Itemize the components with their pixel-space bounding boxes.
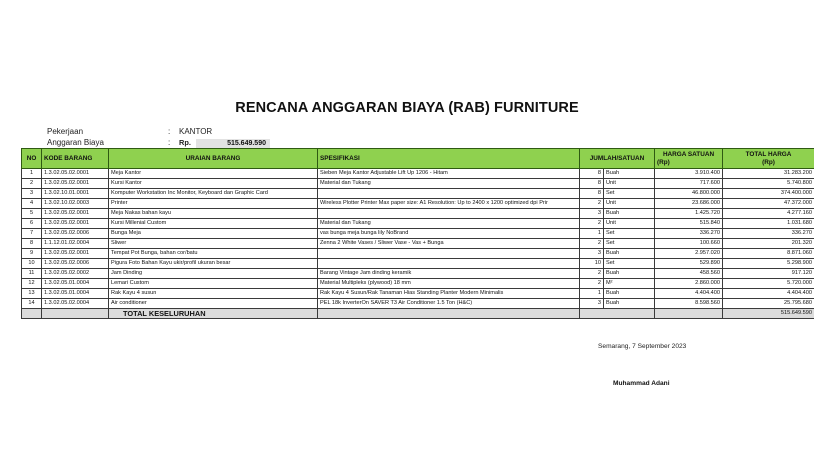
cell-uraian-barang: Meja Kantor	[109, 169, 318, 179]
cell-kode-barang: 1.3.02.05.02.0001	[42, 209, 109, 219]
cell-spesifikasi: Material Multipleks (plywood) 18 mm	[318, 279, 580, 289]
table-row	[22, 239, 814, 249]
header-uraian-barang: URAIAN BARANG	[109, 149, 318, 169]
cell-uraian-barang: Lemari Custom	[109, 279, 318, 289]
total-empty-jumlah	[580, 309, 655, 319]
city-date: Semarang, 7 September 2023	[598, 343, 687, 350]
cell-kode-barang: 1.3.02.05.02.0006	[42, 229, 109, 239]
cell-kode-barang: 1.3.02.05.02.0004	[42, 299, 109, 309]
cell-row-number: 6	[22, 219, 42, 229]
anggaran-value: 515.649.590	[196, 139, 270, 148]
table-body	[22, 169, 814, 319]
cell-jumlah: 2	[580, 199, 604, 209]
project-info	[0, 0, 814, 150]
cell-kode-barang: 1.3.02.05.02.0001	[42, 219, 109, 229]
header-kode-barang: KODE BARANG	[42, 149, 109, 169]
cell-kode-barang: 1.3.02.05.02.0001	[42, 169, 109, 179]
cell-satuan: Unit	[604, 199, 655, 209]
total-label: TOTAL KESELURUHAN	[109, 309, 318, 319]
anggaran-currency: Rp.	[179, 138, 191, 147]
cell-jumlah: 3	[580, 209, 604, 219]
cell-uraian-barang: Kursi Millenial Custom	[109, 219, 318, 229]
cell-satuan: M²	[604, 279, 655, 289]
cell-row-number: 8	[22, 239, 42, 249]
cell-spesifikasi	[318, 259, 580, 269]
total-value: 515.649.590	[723, 309, 814, 319]
cell-total-harga: 5.740.800	[723, 179, 814, 189]
cell-total-harga: 917.120	[723, 269, 814, 279]
cell-total-harga: 336.270	[723, 229, 814, 239]
header-spesifikasi: SPESIFIKASI	[318, 149, 580, 169]
cell-row-number: 14	[22, 299, 42, 309]
cell-harga-satuan: 8.598.560	[655, 299, 723, 309]
cell-uraian-barang: Tempat Pot Bunga, bahan cor/batu	[109, 249, 318, 259]
cell-jumlah: 8	[580, 189, 604, 199]
cell-total-harga: 5.298.900	[723, 259, 814, 269]
total-empty-kode	[42, 309, 109, 319]
cell-jumlah: 1	[580, 289, 604, 299]
cell-kode-barang: 1.3.02.10.01.0001	[42, 189, 109, 199]
cell-uraian-barang: Meja Nakas bahan kayu	[109, 209, 318, 219]
table-row	[22, 259, 814, 269]
cell-harga-satuan: 2.957.020	[655, 249, 723, 259]
cell-spesifikasi: Rak Kayu 4 Susun/Rak Tanaman Hias Standing Planter Modern Minimalis	[318, 289, 580, 299]
anggaran-separator: :	[168, 138, 171, 147]
cell-kode-barang: 1.3.02.05.01.0004	[42, 279, 109, 289]
cell-total-harga: 374.400.000	[723, 189, 814, 199]
cell-satuan: Buah	[604, 299, 655, 309]
cell-row-number: 11	[22, 269, 42, 279]
cell-harga-satuan: 4.404.400	[655, 289, 723, 299]
cell-satuan: Set	[604, 239, 655, 249]
pekerjaan-value: KANTOR	[179, 127, 213, 136]
cell-uraian-barang: Komputer Workstation Inc Monitor, Keyboard dan Graphic Card	[109, 189, 318, 199]
table-row	[22, 229, 814, 239]
table-header-row	[22, 149, 814, 169]
table-row	[22, 169, 814, 179]
cell-kode-barang: 1.3.02.05.02.0001	[42, 249, 109, 259]
cell-harga-satuan: 46.800.000	[655, 189, 723, 199]
cell-row-number: 12	[22, 279, 42, 289]
cell-jumlah: 8	[580, 179, 604, 189]
cell-uraian-barang: Kursi Kantor	[109, 179, 318, 189]
cell-satuan: Unit	[604, 179, 655, 189]
cell-total-harga: 5.720.000	[723, 279, 814, 289]
cell-kode-barang: 1.1.12.01.02.0004	[42, 239, 109, 249]
rab-table	[21, 148, 814, 319]
cell-uraian-barang: Jam Dinding	[109, 269, 318, 279]
cell-uraian-barang: Bunga Meja	[109, 229, 318, 239]
table-row	[22, 249, 814, 259]
cell-satuan: Buah	[604, 209, 655, 219]
table-row	[22, 289, 814, 299]
header-jumlah-satuan: JUMLAH/SATUAN	[580, 149, 655, 169]
cell-total-harga: 201.320	[723, 239, 814, 249]
cell-kode-barang: 1.3.02.05.02.0006	[42, 259, 109, 269]
cell-row-number: 1	[22, 169, 42, 179]
header-harga-satuan-line1: HARGA SATUAN	[662, 151, 715, 158]
total-empty-no	[22, 309, 42, 319]
cell-uraian-barang: Rak Kayu 4 susun	[109, 289, 318, 299]
cell-row-number: 5	[22, 209, 42, 219]
cell-spesifikasi: vas bunga meja bunga lily NoBrand	[318, 229, 580, 239]
cell-total-harga: 1.031.680	[723, 219, 814, 229]
cell-jumlah: 2	[580, 269, 604, 279]
cell-row-number: 4	[22, 199, 42, 209]
header-total-harga	[723, 149, 814, 169]
cell-harga-satuan: 529.890	[655, 259, 723, 269]
cell-spesifikasi: PEL 18k InverterOn SAVER T3 Air Conditioner 1.5 Ton (H&C)	[318, 299, 580, 309]
pekerjaan-label: Pekerjaan	[47, 127, 84, 136]
header-harga-satuan-line2: (Rp)	[657, 159, 670, 166]
cell-spesifikasi	[318, 249, 580, 259]
cell-total-harga: 8.871.060	[723, 249, 814, 259]
cell-satuan: Unit	[604, 219, 655, 229]
header-total-harga-line2: (Rp)	[762, 158, 775, 166]
cell-total-harga: 25.795.680	[723, 299, 814, 309]
header-total-harga-line1: TOTAL HARGA	[745, 150, 792, 158]
cell-harga-satuan: 100.660	[655, 239, 723, 249]
table-row	[22, 269, 814, 279]
cell-spesifikasi: Material dan Tukang	[318, 219, 580, 229]
anggaran-label: Anggaran Biaya	[47, 138, 104, 147]
cell-jumlah: 3	[580, 249, 604, 259]
cell-uraian-barang: Pigura Foto Bahan Kayu ukir/profil ukuran besar	[109, 259, 318, 269]
header-harga-satuan	[655, 149, 723, 169]
cell-uraian-barang: Sliwer	[109, 239, 318, 249]
cell-jumlah: 8	[580, 169, 604, 179]
cell-total-harga: 31.283.200	[723, 169, 814, 179]
cell-satuan: Set	[604, 229, 655, 239]
cell-harga-satuan: 3.910.400	[655, 169, 723, 179]
cell-total-harga: 47.372.000	[723, 199, 814, 209]
table-row	[22, 199, 814, 209]
cell-total-harga: 4.277.160	[723, 209, 814, 219]
cell-satuan: Buah	[604, 249, 655, 259]
table-row	[22, 219, 814, 229]
header-no: NO	[22, 149, 42, 169]
cell-kode-barang: 1.3.02.05.02.0002	[42, 269, 109, 279]
cell-row-number: 10	[22, 259, 42, 269]
cell-jumlah: 2	[580, 219, 604, 229]
cell-harga-satuan: 23.686.000	[655, 199, 723, 209]
table-row	[22, 189, 814, 199]
cell-kode-barang: 1.3.02.05.01.0004	[42, 289, 109, 299]
cell-uraian-barang: Printer	[109, 199, 318, 209]
cell-harga-satuan: 458.560	[655, 269, 723, 279]
cell-row-number: 13	[22, 289, 42, 299]
cell-jumlah: 3	[580, 299, 604, 309]
cell-total-harga: 4.404.400	[723, 289, 814, 299]
cell-satuan: Set	[604, 189, 655, 199]
cell-spesifikasi: Wireless Plotter Printer Max paper size: A1 Resolution: Up to 2400 x 1200 optimized dpi Prir	[318, 199, 580, 209]
cell-satuan: Set	[604, 259, 655, 269]
cell-satuan: Buah	[604, 269, 655, 279]
cell-row-number: 7	[22, 229, 42, 239]
table-row	[22, 299, 814, 309]
cell-jumlah: 10	[580, 259, 604, 269]
cell-satuan: Buah	[604, 289, 655, 299]
cell-harga-satuan: 717.600	[655, 179, 723, 189]
cell-jumlah: 2	[580, 239, 604, 249]
cell-uraian-barang: Air conditioner	[109, 299, 318, 309]
cell-spesifikasi: Zenna 2 White Vases / Sliwer Vase - Vas + Bunga	[318, 239, 580, 249]
cell-spesifikasi: Sieben Meja Kantor Adjustable Lift Up 1206 - Hitam	[318, 169, 580, 179]
document-title: RENCANA ANGGARAN BIAYA (RAB) FURNITURE	[235, 100, 579, 116]
cell-spesifikasi	[318, 209, 580, 219]
total-empty-spec	[318, 309, 580, 319]
total-empty-harga	[655, 309, 723, 319]
pekerjaan-separator: :	[168, 127, 171, 136]
cell-row-number: 9	[22, 249, 42, 259]
cell-kode-barang: 1.3.02.10.02.0003	[42, 199, 109, 209]
cell-spesifikasi	[318, 189, 580, 199]
table-row	[22, 209, 814, 219]
table-row	[22, 179, 814, 189]
cell-row-number: 2	[22, 179, 42, 189]
cell-spesifikasi: Material dan Tukang	[318, 179, 580, 189]
cell-row-number: 3	[22, 189, 42, 199]
cell-harga-satuan: 2.860.000	[655, 279, 723, 289]
cell-kode-barang: 1.3.02.05.02.0001	[42, 179, 109, 189]
cell-harga-satuan: 1.425.720	[655, 209, 723, 219]
cell-harga-satuan: 515.840	[655, 219, 723, 229]
table-row	[22, 279, 814, 289]
cell-jumlah: 1	[580, 229, 604, 239]
total-row	[22, 309, 814, 319]
cell-satuan: Buah	[604, 169, 655, 179]
cell-spesifikasi: Barang Vintage Jam dinding keramik	[318, 269, 580, 279]
cell-harga-satuan: 336.270	[655, 229, 723, 239]
signer-name: Muhammad Adani	[613, 380, 670, 387]
cell-jumlah: 2	[580, 279, 604, 289]
